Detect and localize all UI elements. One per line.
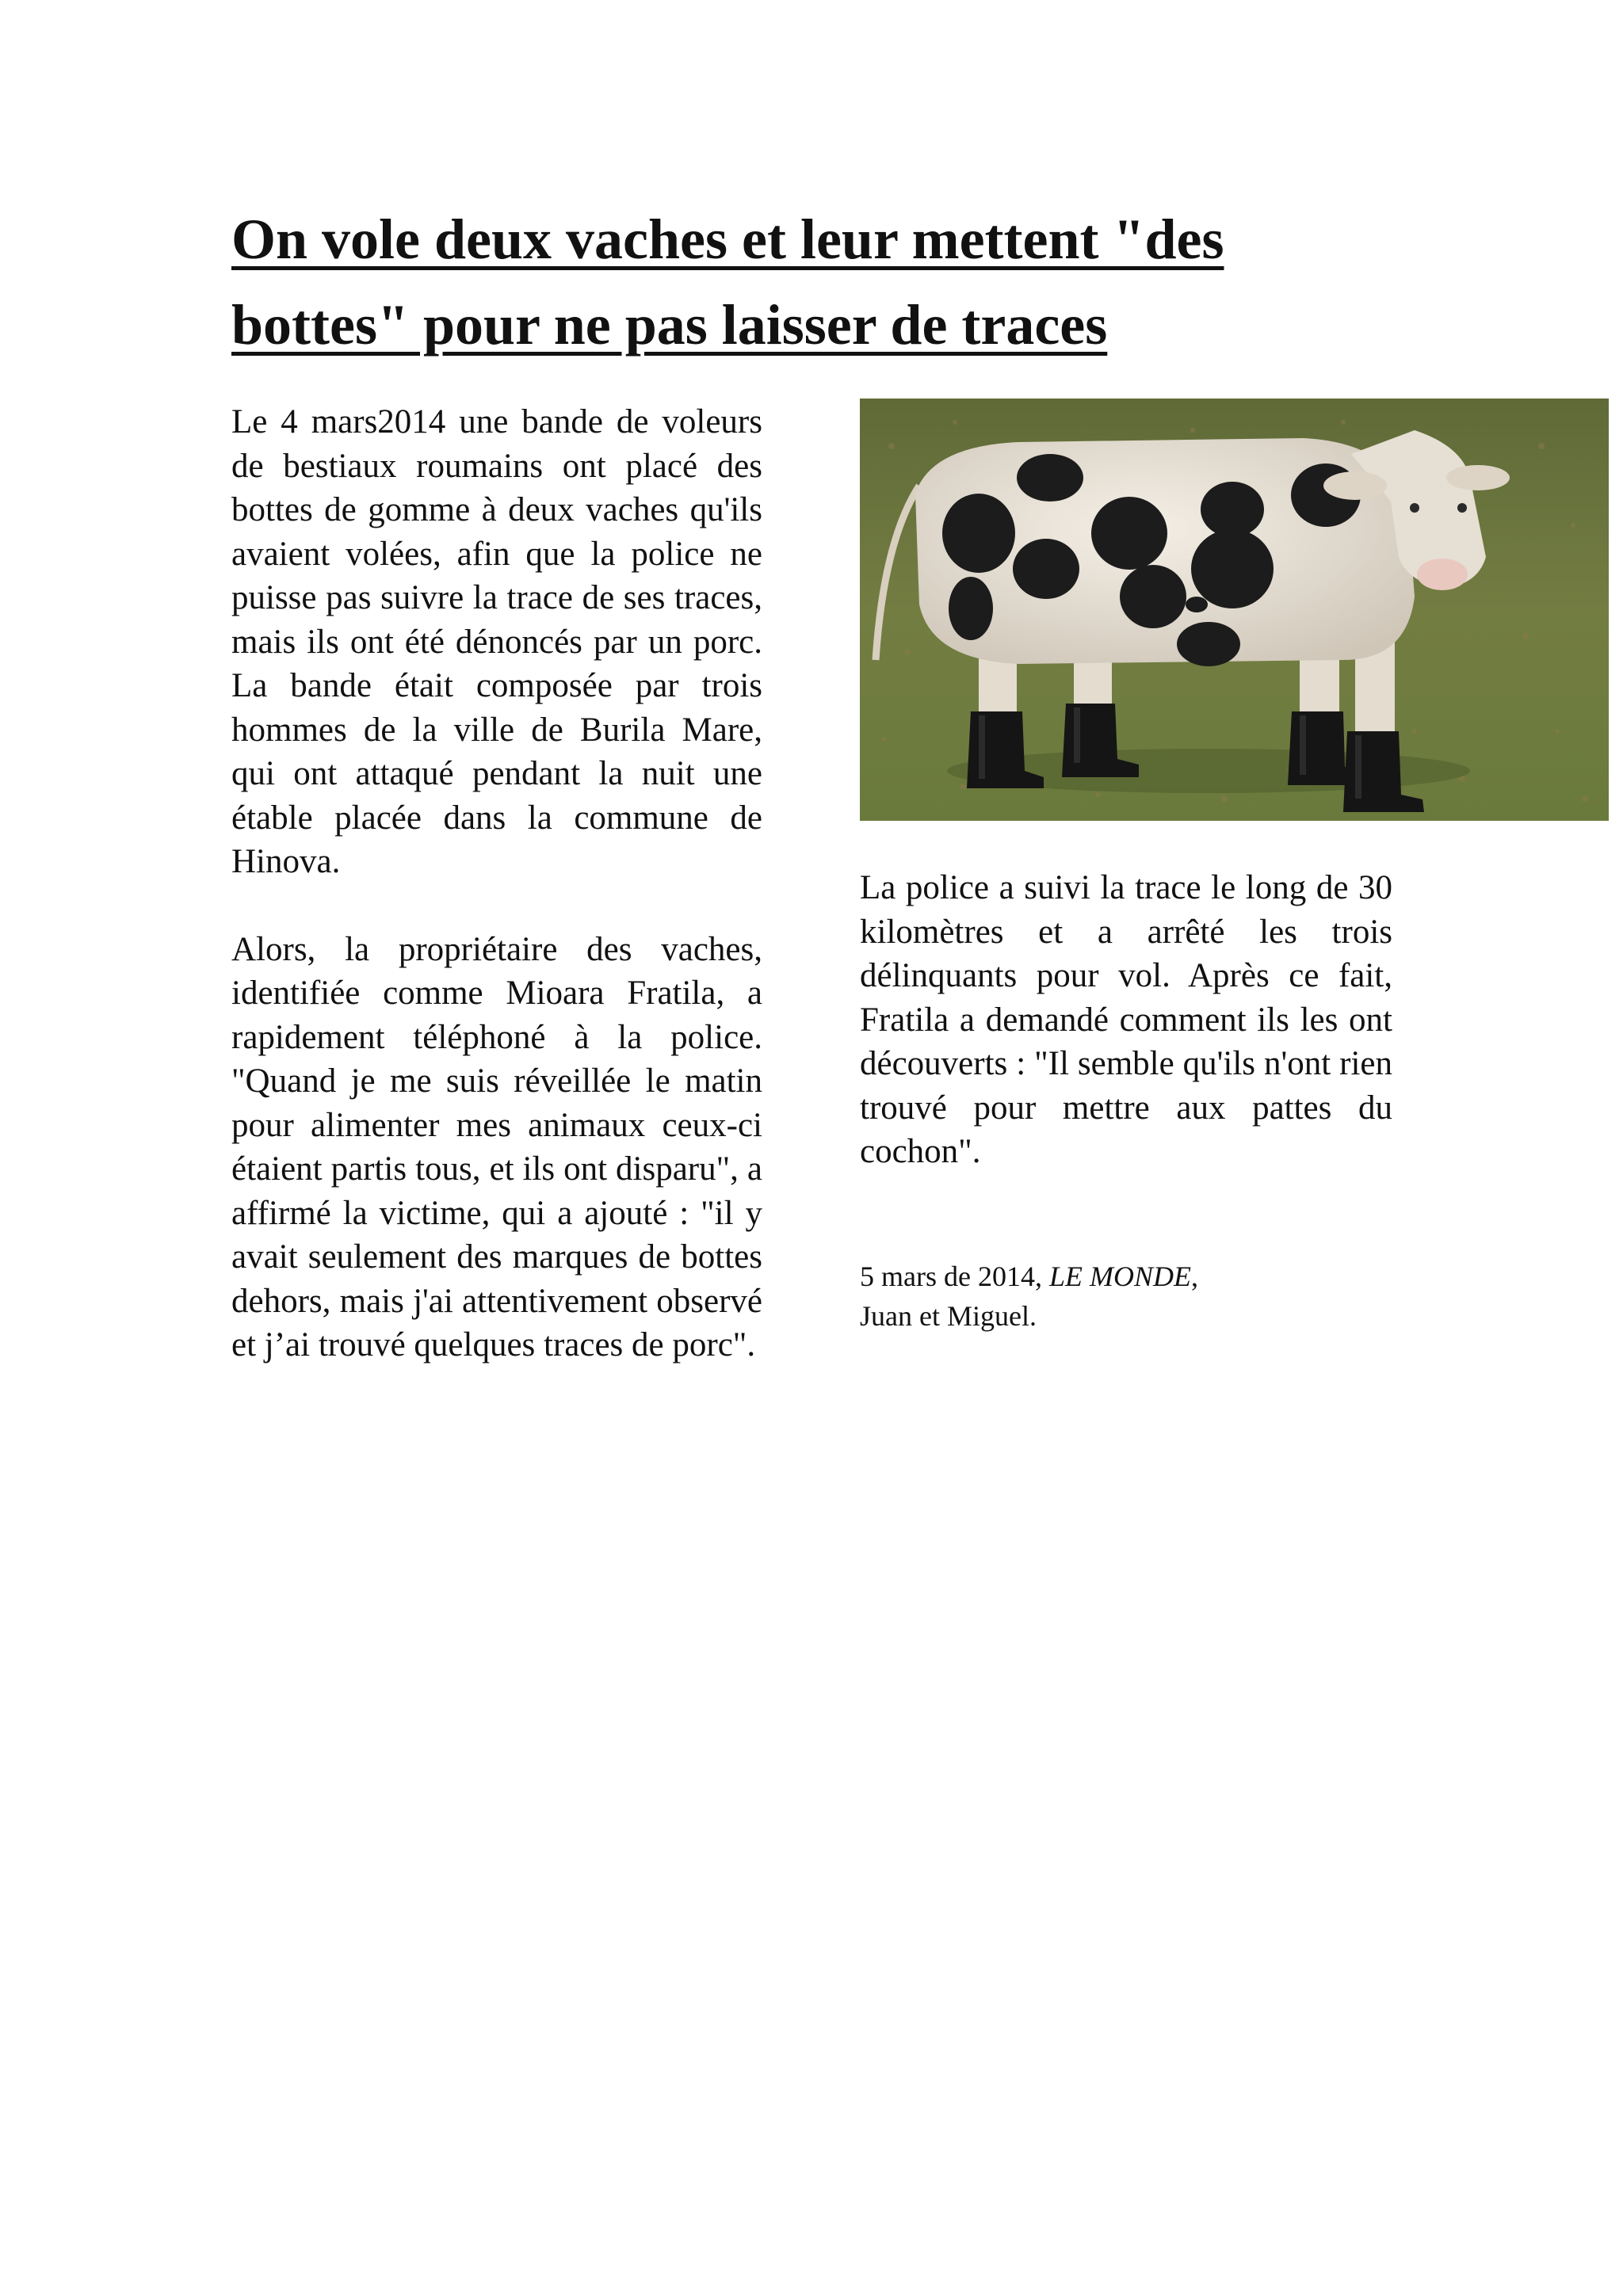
left-column [231, 400, 762, 1367]
credit-date: 5 mars de 2014, [860, 1261, 1049, 1292]
credit-source-comma: , [1190, 1261, 1198, 1292]
cow-in-boots-photo [860, 399, 1609, 821]
cow-photo-icon [860, 399, 1609, 821]
credit-source: LE MONDE [1048, 1261, 1191, 1292]
credit-authors: Juan et Miguel. [860, 1300, 1037, 1332]
article-headline [231, 196, 1404, 368]
paragraph-3: La police a suivi la trace le long de 30 kilomètres et a arrêté les trois délinquants pour vol. Après ce fait, Fratila a demandé comment ils les ont découverts : "Il semble qu'ils n'ont rien trouvé pour mettre aux pattes du cochon". [860, 869, 1392, 1170]
right-column [860, 866, 1392, 1174]
headline-line-2: bottes" pour ne pas laisser de traces [231, 293, 1108, 357]
article-credit [860, 1257, 1392, 1336]
headline-line-1: On vole deux vaches et leur mettent "des [231, 208, 1224, 271]
paragraph-1: Le 4 mars2014 une bande de voleurs de bestiaux roumains ont placé des bottes de gomme à deux vaches qu'ils avaient volées, afin que la police ne puisse pas suivre la trace de ses traces, mais ils ont été dénoncés par un porc. La bande était composée par trois hommes de la ville de Burila Mare, qui ont attaqué pendant la nuit une étable placée dans la commune de Hinova. [231, 403, 762, 880]
paragraph-2: Alors, la propriétaire des vaches, identifiée comme Mioara Fratila, a rapidement téléphoné à la police. "Quand je me suis réveillée le matin pour alimenter mes animaux ceux-ci étaient partis tous, et ils ont disparu", a affirmé la victime, qui a ajouté : "il y avait seulement des marques de bottes dehors, mais j'ai attentivement observé et j’ai trouvé quelques traces de porc". [231, 930, 762, 1363]
